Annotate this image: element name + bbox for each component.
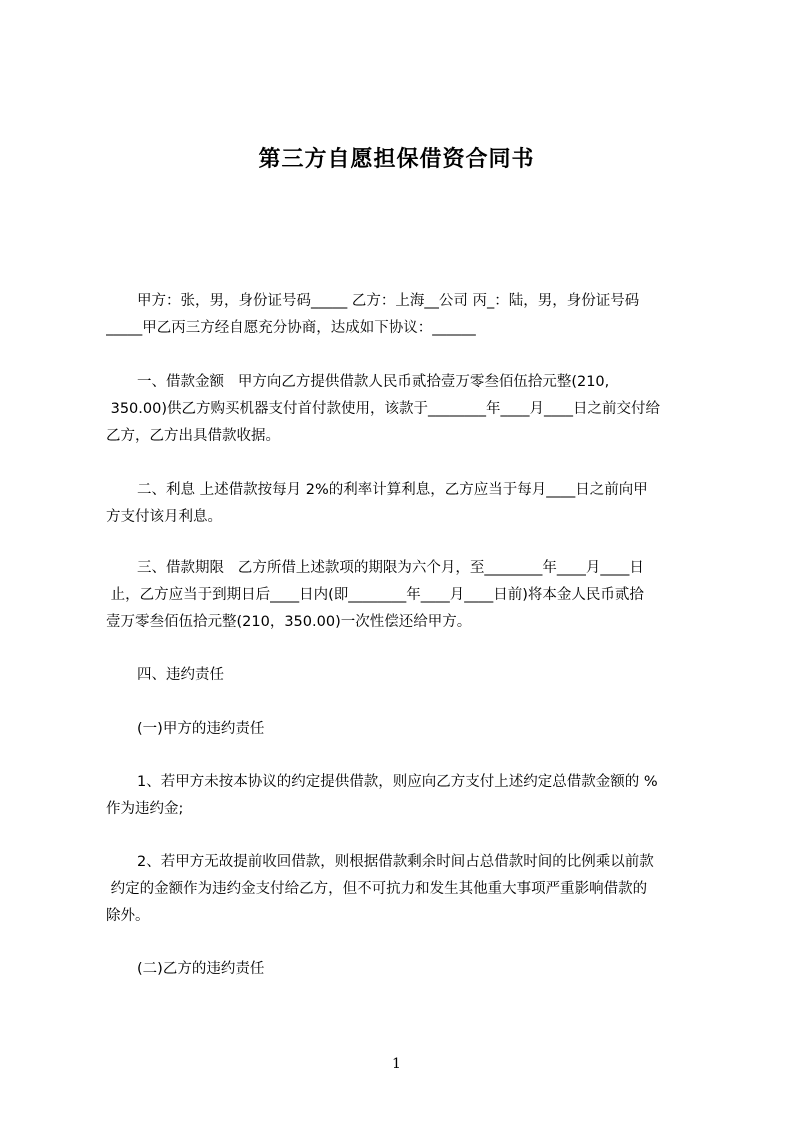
party-a-item-1-line-2: 作为违约金;	[106, 801, 184, 817]
clause-3-line-2: 止，乙方应当于到期日后____日内(即________年____月____日前)将本金人民币贰拾	[106, 587, 644, 603]
clause-3-line-1: 三、借款期限 乙方所借上述款项的期限为六个月，至________年____月____日	[137, 560, 644, 576]
clause-4-heading: 四、违约责任	[137, 667, 224, 683]
parties-line-2: _____甲乙丙三方经自愿充分协商，达成如下协议：______	[106, 320, 476, 336]
clause-3-line-3: 壹万零叁佰伍拾元整(210，350.00)一次性偿还给甲方。	[106, 614, 472, 630]
clause-1-line-1: 一、借款金额 甲方向乙方提供借款人民币贰拾壹万零叁佰伍拾元整(210,	[137, 374, 610, 390]
clause-1-line-2: 350.00)供乙方购买机器支付首付款使用，该款于________年____月____日之前交付给	[106, 401, 660, 417]
party-a-item-2-line-3: 除外。	[106, 908, 150, 924]
parties-line-1: 甲方：张，男，身份证号码_____ 乙方：上海__公司 丙_：陆，男，身份证号码	[137, 293, 640, 309]
clause-1-line-3: 乙方，乙方出具借款收据。	[106, 428, 280, 444]
party-a-liability-heading: (一)甲方的违约责任	[137, 721, 265, 737]
party-a-item-1-line-1: 1、若甲方未按本协议的约定提供借款，则应向乙方支付上述约定总借款金额的 %	[137, 774, 658, 790]
party-b-liability-heading: (二)乙方的违约责任	[137, 961, 265, 977]
page-number: 1	[392, 1056, 401, 1072]
document-title: 第三方自愿担保借资合同书	[258, 147, 535, 172]
clause-2-line-2: 方支付该月利息。	[106, 509, 222, 525]
party-a-item-2-line-1: 2、若甲方无故提前收回借款，则根据借款剩余时间占总借款时间的比例乘以前款	[137, 854, 654, 870]
party-a-item-2-line-2: 约定的金额作为违约金支付给乙方，但不可抗力和发生其他重大事项严重影响借款的	[106, 881, 648, 897]
clause-2-line-1: 二、利息 上述借款按每月 2%的利率计算利息，乙方应当于每月____日之前向甲	[137, 482, 648, 498]
